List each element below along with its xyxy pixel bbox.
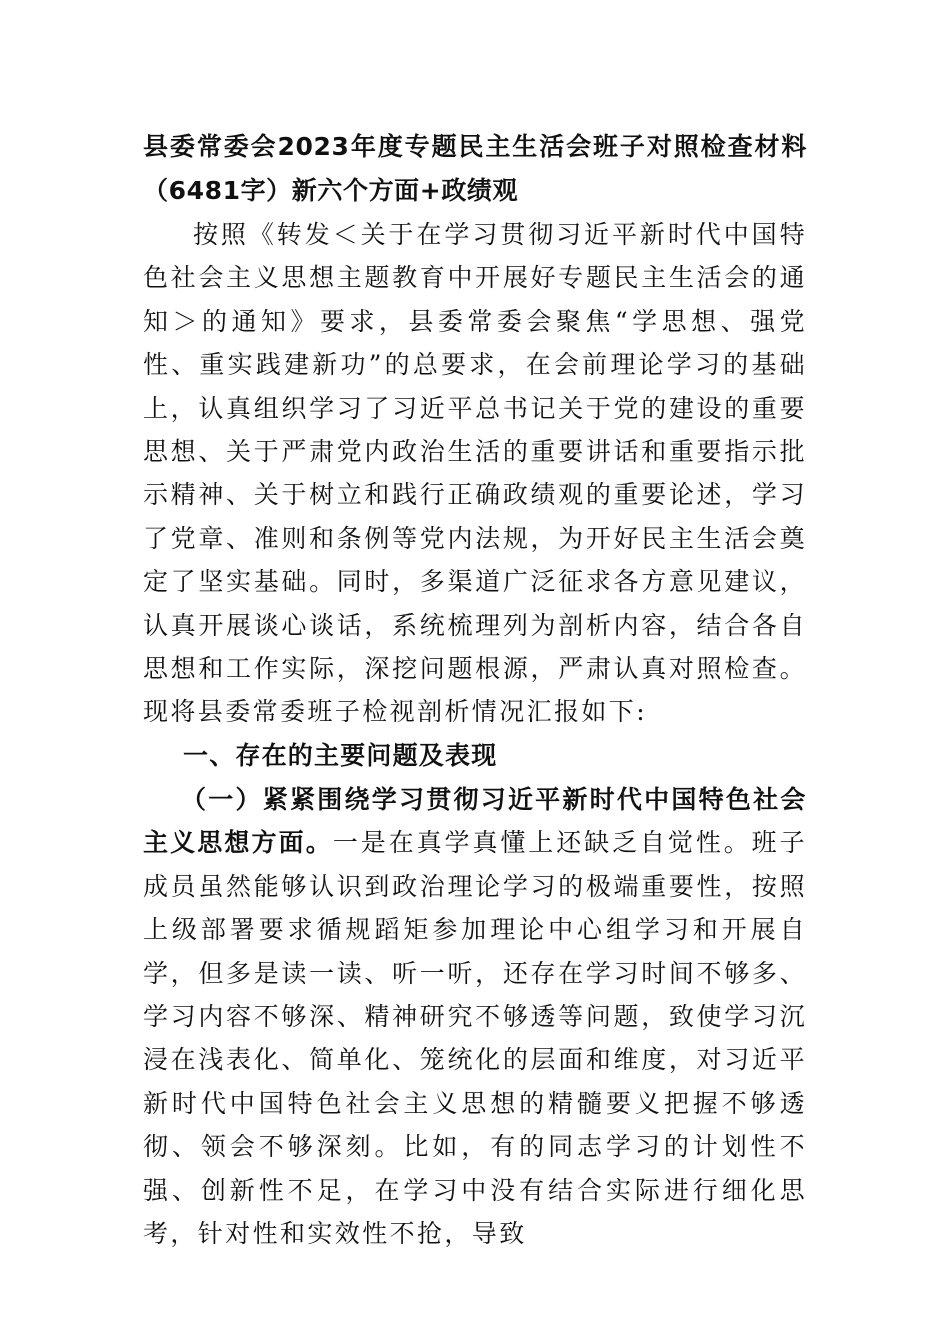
- document-title: 县委常委会2023年度专题民主生活会班子对照检查材料（6481字）新六个方面+政绩观: [143, 132, 807, 205]
- subsection-lead: （一）紧紧围绕学习贯彻习近平新时代中国特色社会主义思想方面。: [143, 784, 807, 858]
- subsection-paragraph: [143, 778, 807, 1255]
- intro-paragraph: 按照《转发＜关于在学习贯彻习近平新时代中国特色社会主义思想主题教育中开展好专题民主生活会的通知＞的通知》要求，县委常委会聚焦“学思想、强党性、重实践建新功”的总要求，在会前理论学习的基础上，认真组织学习了习近平总书记关于党的建设的重要思想、关于严肃党内政治生活的重要讲话和重要指示批示精神、关于树立和践行正确政绩观的重要论述，学习了党章、准则和条例等党内法规，为开好民主生活会奠定了坚实基础。同时，多渠道广泛征求各方意见建议，认真开展谈心谈话，系统梳理列为剖析内容，结合各自思想和工作实际，深挖问题根源，严肃认真对照检查。现将县委常委班子检视剖析情况汇报如下:: [143, 220, 807, 727]
- subsection-body: 一是在真学真懂上还缺乏自觉性。班子成员虽然能够认识到政治理论学习的极端重要性，按照上级部署要求循规蹈矩参加理论中心组学习和开展自学，但多是读一读、听一听，还存在学习时间不够多、学习内容不够深、精神研究不够透等问题，致使学习沉浸在浅表化、简单化、笼统化的层面和维度，对习近平新时代中国特色社会主义思想的精髓要义把握不够透彻、领会不够深刻。比如，有的同志学习的计划性不强、创新性不足，在学习中没有结合实际进行细化思考，针对性和实效性不抢，导致: [143, 828, 807, 1248]
- document-body: [143, 125, 807, 1255]
- section-heading: 一、存在的主要问题及表现: [183, 740, 498, 770]
